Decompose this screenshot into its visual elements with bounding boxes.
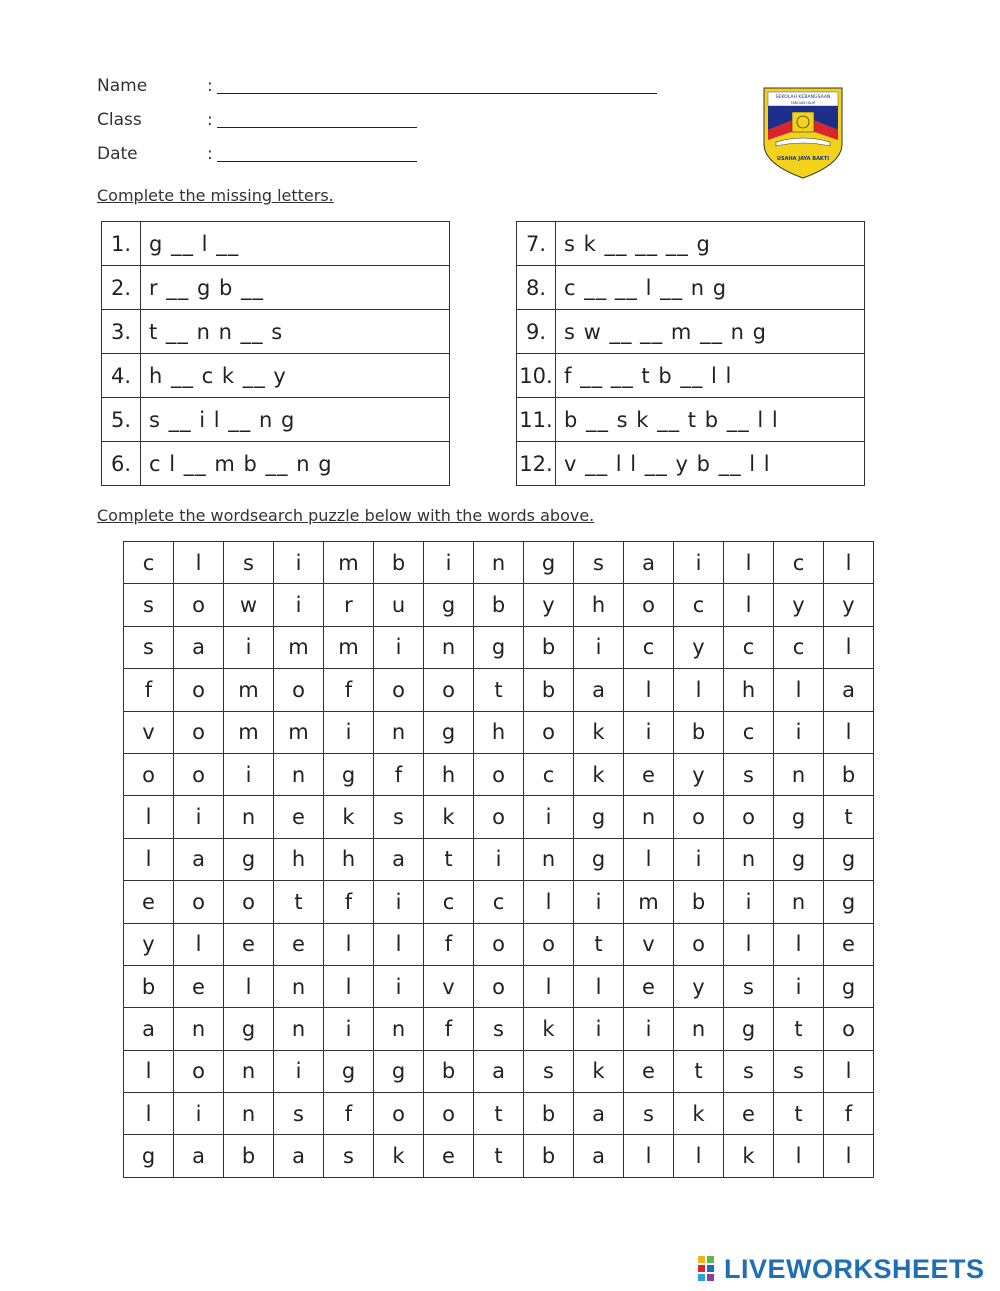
puzzle-cell[interactable]: e [824, 923, 874, 965]
missing-letters-row [517, 398, 865, 442]
puzzle-cell[interactable]: l [824, 711, 874, 753]
missing-letters-word[interactable]: s w __ __ m __ n g [556, 310, 865, 354]
puzzle-cell[interactable]: k [374, 1135, 424, 1177]
puzzle-cell[interactable]: o [174, 881, 224, 923]
puzzle-cell[interactable]: g [424, 711, 474, 753]
puzzle-cell[interactable]: g [524, 542, 574, 584]
puzzle-cell[interactable]: i [174, 1093, 224, 1135]
puzzle-cell[interactable]: r [324, 584, 374, 626]
puzzle-row [124, 1093, 874, 1135]
puzzle-row [124, 881, 874, 923]
missing-letters-word[interactable]: g __ l __ [141, 222, 450, 266]
missing-letters-word[interactable]: v __ l l __ y b __ l l [556, 442, 865, 486]
missing-letters-table-right [516, 221, 865, 486]
puzzle-cell[interactable]: t [274, 881, 324, 923]
puzzle-cell[interactable]: v [424, 965, 474, 1007]
puzzle-cell[interactable]: o [174, 753, 224, 795]
puzzle-cell[interactable]: e [274, 923, 324, 965]
puzzle-cell[interactable]: i [274, 542, 324, 584]
puzzle-cell[interactable]: o [474, 923, 524, 965]
missing-letters-row [517, 354, 865, 398]
puzzle-cell[interactable]: a [824, 669, 874, 711]
missing-letters-row [102, 266, 450, 310]
puzzle-cell[interactable]: s [374, 796, 424, 838]
puzzle-cell[interactable]: t [474, 669, 524, 711]
puzzle-cell[interactable]: i [174, 796, 224, 838]
puzzle-cell[interactable]: l [824, 626, 874, 668]
missing-letters-row [102, 222, 450, 266]
puzzle-cell[interactable]: i [374, 965, 424, 1007]
puzzle-cell[interactable]: k [674, 1093, 724, 1135]
puzzle-cell[interactable]: f [424, 1008, 474, 1050]
puzzle-cell[interactable]: l [224, 965, 274, 1007]
puzzle-row [124, 1135, 874, 1177]
puzzle-cell[interactable]: o [274, 669, 324, 711]
puzzle-cell[interactable]: o [674, 923, 724, 965]
puzzle-cell[interactable]: g [724, 1008, 774, 1050]
logo-sub-text: TARUAN HILIR [790, 101, 816, 105]
question-number: 6. [102, 442, 141, 486]
puzzle-cell[interactable]: n [374, 711, 424, 753]
puzzle-cell[interactable]: l [124, 1093, 174, 1135]
puzzle-cell[interactable]: l [174, 542, 224, 584]
puzzle-cell[interactable]: n [624, 796, 674, 838]
puzzle-cell[interactable]: f [824, 1093, 874, 1135]
puzzle-row [124, 1008, 874, 1050]
liveworksheets-brand [697, 1254, 985, 1284]
puzzle-cell[interactable]: g [824, 838, 874, 880]
puzzle-cell[interactable]: f [324, 669, 374, 711]
puzzle-cell[interactable]: k [574, 711, 624, 753]
date-colon: : [207, 144, 213, 164]
question-number: 3. [102, 310, 141, 354]
puzzle-cell[interactable]: f [324, 1093, 374, 1135]
puzzle-cell[interactable]: l [624, 838, 674, 880]
puzzle-cell[interactable]: i [424, 542, 474, 584]
puzzle-cell[interactable]: e [724, 1093, 774, 1135]
puzzle-cell[interactable]: o [474, 796, 524, 838]
puzzle-cell[interactable]: o [524, 711, 574, 753]
puzzle-cell[interactable]: l [574, 965, 624, 1007]
puzzle-cell[interactable]: t [574, 923, 624, 965]
missing-letters-row [517, 266, 865, 310]
puzzle-cell[interactable]: s [124, 626, 174, 668]
puzzle-cell[interactable]: l [124, 1050, 174, 1092]
puzzle-cell[interactable]: o [374, 669, 424, 711]
puzzle-cell[interactable]: b [424, 1050, 474, 1092]
class-input-line[interactable] [217, 127, 417, 128]
puzzle-cell[interactable]: y [774, 584, 824, 626]
missing-letters-word[interactable]: r __ g b __ [141, 266, 450, 310]
puzzle-cell[interactable]: i [724, 881, 774, 923]
puzzle-cell[interactable]: s [724, 965, 774, 1007]
puzzle-cell[interactable]: v [624, 923, 674, 965]
puzzle-cell[interactable]: h [424, 753, 474, 795]
puzzle-cell[interactable]: i [624, 1008, 674, 1050]
puzzle-row [124, 626, 874, 668]
puzzle-cell[interactable]: n [374, 1008, 424, 1050]
puzzle-cell[interactable]: b [524, 1093, 574, 1135]
puzzle-cell[interactable]: e [624, 1050, 674, 1092]
puzzle-cell[interactable]: g [374, 1050, 424, 1092]
missing-letters-word[interactable]: h __ c k __ y [141, 354, 450, 398]
puzzle-cell[interactable]: l [724, 542, 774, 584]
puzzle-cell[interactable]: i [774, 965, 824, 1007]
puzzle-cell[interactable]: l [124, 796, 174, 838]
liveworksheets-logo-icon [697, 1254, 723, 1284]
puzzle-cell[interactable]: o [474, 965, 524, 1007]
brand-text: LIVEWORKSHEETS [724, 1253, 985, 1284]
puzzle-cell[interactable]: f [324, 881, 374, 923]
missing-letters-row [102, 310, 450, 354]
puzzle-cell[interactable]: k [524, 1008, 574, 1050]
puzzle-cell[interactable]: l [624, 669, 674, 711]
puzzle-cell[interactable]: k [424, 796, 474, 838]
puzzle-cell[interactable]: e [424, 1135, 474, 1177]
puzzle-cell[interactable]: s [574, 542, 624, 584]
puzzle-cell[interactable]: u [374, 584, 424, 626]
puzzle-cell[interactable]: g [824, 965, 874, 1007]
puzzle-cell[interactable]: i [624, 711, 674, 753]
puzzle-cell[interactable]: a [574, 669, 624, 711]
puzzle-cell[interactable]: i [374, 626, 424, 668]
puzzle-cell[interactable]: k [724, 1135, 774, 1177]
puzzle-cell[interactable]: c [524, 753, 574, 795]
puzzle-cell[interactable]: e [174, 965, 224, 1007]
puzzle-cell[interactable]: e [624, 753, 674, 795]
puzzle-cell[interactable]: g [824, 881, 874, 923]
missing-letters-word[interactable]: s k __ __ __ g [556, 222, 865, 266]
puzzle-row [124, 796, 874, 838]
puzzle-cell[interactable]: n [274, 1008, 324, 1050]
puzzle-row [124, 711, 874, 753]
puzzle-cell[interactable]: s [224, 542, 274, 584]
puzzle-cell[interactable]: i [774, 711, 824, 753]
puzzle-cell[interactable]: l [524, 881, 574, 923]
missing-letters-row [517, 310, 865, 354]
missing-letters-row [102, 398, 450, 442]
puzzle-cell[interactable]: f [424, 923, 474, 965]
puzzle-cell[interactable]: g [774, 796, 824, 838]
puzzle-cell[interactable]: s [324, 1135, 374, 1177]
puzzle-cell[interactable]: l [824, 1135, 874, 1177]
puzzle-cell[interactable]: b [224, 1135, 274, 1177]
puzzle-cell[interactable]: n [474, 542, 524, 584]
class-colon: : [207, 110, 213, 130]
puzzle-cell[interactable]: l [374, 923, 424, 965]
date-input-line[interactable] [217, 161, 417, 162]
puzzle-cell[interactable]: e [624, 965, 674, 1007]
puzzle-cell[interactable]: n [224, 796, 274, 838]
puzzle-cell[interactable]: h [724, 669, 774, 711]
puzzle-cell[interactable]: b [674, 711, 724, 753]
puzzle-cell[interactable]: e [274, 796, 324, 838]
puzzle-cell[interactable]: i [524, 796, 574, 838]
puzzle-cell[interactable]: y [824, 584, 874, 626]
puzzle-cell[interactable]: n [224, 1050, 274, 1092]
puzzle-cell[interactable]: k [574, 1050, 624, 1092]
puzzle-cell[interactable]: c [724, 711, 774, 753]
puzzle-cell[interactable]: i [574, 626, 624, 668]
puzzle-cell[interactable]: b [374, 542, 424, 584]
puzzle-cell[interactable]: y [524, 584, 574, 626]
date-label: Date [97, 144, 138, 164]
puzzle-cell[interactable]: k [324, 796, 374, 838]
puzzle-cell[interactable]: b [524, 1135, 574, 1177]
puzzle-cell[interactable]: a [574, 1135, 624, 1177]
puzzle-cell[interactable]: a [574, 1093, 624, 1135]
puzzle-cell[interactable]: n [724, 838, 774, 880]
missing-letters-row [517, 222, 865, 266]
puzzle-cell[interactable]: t [474, 1093, 524, 1135]
puzzle-cell[interactable]: o [224, 881, 274, 923]
puzzle-cell[interactable]: t [424, 838, 474, 880]
puzzle-cell[interactable]: g [224, 1008, 274, 1050]
puzzle-cell[interactable]: c [674, 584, 724, 626]
puzzle-cell[interactable]: w [224, 584, 274, 626]
question-number: 10. [517, 354, 556, 398]
question-number: 11. [517, 398, 556, 442]
question-number: 7. [517, 222, 556, 266]
puzzle-cell[interactable]: s [624, 1093, 674, 1135]
puzzle-cell[interactable]: t [674, 1050, 724, 1092]
puzzle-row [124, 753, 874, 795]
missing-letters-row [102, 354, 450, 398]
puzzle-cell[interactable]: m [324, 542, 374, 584]
puzzle-cell[interactable]: i [674, 838, 724, 880]
question-number: 4. [102, 354, 141, 398]
puzzle-cell[interactable]: m [324, 626, 374, 668]
missing-letters-word[interactable]: c l __ m b __ n g [141, 442, 450, 486]
puzzle-cell[interactable]: o [724, 796, 774, 838]
puzzle-cell[interactable]: o [174, 711, 224, 753]
puzzle-cell[interactable]: b [524, 626, 574, 668]
puzzle-cell[interactable]: s [474, 1008, 524, 1050]
puzzle-cell[interactable]: n [224, 1093, 274, 1135]
missing-letters-word[interactable]: t __ n n __ s [141, 310, 450, 354]
puzzle-cell[interactable]: f [124, 669, 174, 711]
puzzle-cell[interactable]: l [774, 669, 824, 711]
missing-letters-table-left [101, 221, 450, 486]
puzzle-cell[interactable]: c [624, 626, 674, 668]
puzzle-cell[interactable]: l [774, 923, 824, 965]
puzzle-cell[interactable]: n [274, 753, 324, 795]
puzzle-row [124, 584, 874, 626]
puzzle-cell[interactable]: a [274, 1135, 324, 1177]
puzzle-cell[interactable]: h [324, 838, 374, 880]
puzzle-cell[interactable]: g [574, 838, 624, 880]
question-number: 8. [517, 266, 556, 310]
puzzle-cell[interactable]: t [474, 1135, 524, 1177]
puzzle-cell[interactable]: l [824, 1050, 874, 1092]
puzzle-cell[interactable]: c [424, 881, 474, 923]
puzzle-cell[interactable]: a [624, 542, 674, 584]
puzzle-row [124, 542, 874, 584]
puzzle-cell[interactable]: s [124, 584, 174, 626]
puzzle-cell[interactable]: a [474, 1050, 524, 1092]
logo-top-text: SEKOLAH KEBANGSAAN [775, 95, 831, 100]
puzzle-cell[interactable]: l [674, 1135, 724, 1177]
puzzle-cell[interactable]: l [174, 923, 224, 965]
puzzle-row [124, 838, 874, 880]
puzzle-cell[interactable]: m [274, 626, 324, 668]
missing-letters-word[interactable]: f __ __ t b __ l l [556, 354, 865, 398]
puzzle-cell[interactable]: a [374, 838, 424, 880]
missing-letters-word[interactable]: s __ i l __ n g [141, 398, 450, 442]
puzzle-cell[interactable]: c [124, 542, 174, 584]
puzzle-cell[interactable]: o [174, 669, 224, 711]
name-label: Name [97, 76, 148, 96]
puzzle-cell[interactable]: a [124, 1008, 174, 1050]
puzzle-cell[interactable]: a [174, 626, 224, 668]
puzzle-cell[interactable]: g [424, 584, 474, 626]
puzzle-cell[interactable]: i [374, 881, 424, 923]
puzzle-cell[interactable]: y [674, 626, 724, 668]
puzzle-cell[interactable]: i [274, 584, 324, 626]
puzzle-cell[interactable]: a [174, 1135, 224, 1177]
puzzle-cell[interactable]: l [824, 542, 874, 584]
puzzle-cell[interactable]: l [324, 965, 374, 1007]
puzzle-cell[interactable]: b [674, 881, 724, 923]
puzzle-cell[interactable]: g [774, 838, 824, 880]
puzzle-cell[interactable]: l [124, 838, 174, 880]
puzzle-cell[interactable]: i [474, 838, 524, 880]
puzzle-cell[interactable]: b [474, 584, 524, 626]
puzzle-cell[interactable]: t [774, 1008, 824, 1050]
puzzle-cell[interactable]: t [774, 1093, 824, 1135]
puzzle-cell[interactable]: h [574, 584, 624, 626]
puzzle-cell[interactable]: o [124, 753, 174, 795]
puzzle-cell[interactable]: n [674, 1008, 724, 1050]
puzzle-cell[interactable]: b [824, 753, 874, 795]
puzzle-cell[interactable]: e [224, 923, 274, 965]
class-label: Class [97, 110, 142, 130]
puzzle-cell[interactable]: i [224, 626, 274, 668]
puzzle-cell[interactable]: y [674, 965, 724, 1007]
puzzle-cell[interactable]: l [724, 923, 774, 965]
puzzle-cell[interactable]: i [674, 542, 724, 584]
wordsearch-instruction: Complete the wordsearch puzzle below with the words above. [97, 506, 595, 525]
puzzle-cell[interactable]: l [524, 965, 574, 1007]
puzzle-cell[interactable]: o [374, 1093, 424, 1135]
puzzle-cell[interactable]: h [274, 838, 324, 880]
puzzle-cell[interactable]: c [774, 626, 824, 668]
puzzle-cell[interactable]: s [724, 1050, 774, 1092]
puzzle-cell[interactable]: g [574, 796, 624, 838]
puzzle-cell[interactable]: s [724, 753, 774, 795]
puzzle-cell[interactable]: y [674, 753, 724, 795]
puzzle-cell[interactable]: m [624, 881, 674, 923]
puzzle-cell[interactable]: s [524, 1050, 574, 1092]
puzzle-cell[interactable]: g [324, 1050, 374, 1092]
puzzle-cell[interactable]: o [424, 669, 474, 711]
missing-letters-word[interactable]: b __ s k __ t b __ l l [556, 398, 865, 442]
puzzle-cell[interactable]: e [124, 881, 174, 923]
puzzle-cell[interactable]: n [774, 753, 824, 795]
puzzle-cell[interactable]: c [774, 542, 824, 584]
puzzle-cell[interactable]: k [574, 753, 624, 795]
question-number: 5. [102, 398, 141, 442]
puzzle-cell[interactable]: t [824, 796, 874, 838]
question-number: 9. [517, 310, 556, 354]
question-number: 12. [517, 442, 556, 486]
puzzle-cell[interactable]: n [424, 626, 474, 668]
puzzle-cell[interactable]: g [324, 753, 374, 795]
puzzle-cell[interactable]: l [774, 1135, 824, 1177]
puzzle-cell[interactable]: i [574, 881, 624, 923]
puzzle-cell[interactable]: i [224, 753, 274, 795]
puzzle-cell[interactable]: i [574, 1008, 624, 1050]
puzzle-row [124, 669, 874, 711]
question-number: 1. [102, 222, 141, 266]
puzzle-cell[interactable]: s [774, 1050, 824, 1092]
puzzle-cell[interactable]: f [374, 753, 424, 795]
puzzle-cell[interactable]: m [274, 711, 324, 753]
puzzle-cell[interactable]: o [524, 923, 574, 965]
puzzle-cell[interactable]: i [324, 1008, 374, 1050]
missing-letters-instruction: Complete the missing letters. [97, 186, 334, 205]
puzzle-row [124, 1050, 874, 1092]
puzzle-cell[interactable]: v [124, 711, 174, 753]
missing-letters-row [102, 442, 450, 486]
puzzle-cell[interactable]: o [474, 753, 524, 795]
puzzle-cell[interactable]: n [524, 838, 574, 880]
puzzle-cell[interactable]: o [174, 584, 224, 626]
missing-letters-word[interactable]: c __ __ l __ n g [556, 266, 865, 310]
school-logo [762, 86, 844, 180]
logo-motto: USAHA JAYA BAKTI [776, 156, 830, 162]
puzzle-cell[interactable]: l [624, 1135, 674, 1177]
puzzle-cell[interactable]: h [474, 711, 524, 753]
puzzle-cell[interactable]: l [324, 923, 374, 965]
puzzle-cell[interactable]: n [274, 965, 324, 1007]
puzzle-cell[interactable]: b [124, 965, 174, 1007]
puzzle-cell[interactable]: i [324, 711, 374, 753]
question-number: 2. [102, 266, 141, 310]
puzzle-cell[interactable]: g [224, 838, 274, 880]
puzzle-row [124, 965, 874, 1007]
missing-letters-row [517, 442, 865, 486]
puzzle-cell[interactable]: g [124, 1135, 174, 1177]
puzzle-cell[interactable]: o [624, 584, 674, 626]
puzzle-cell[interactable]: g [474, 626, 524, 668]
puzzle-cell[interactable]: n [774, 881, 824, 923]
name-colon: : [207, 76, 213, 96]
puzzle-cell[interactable]: l [674, 669, 724, 711]
puzzle-cell[interactable]: l [724, 584, 774, 626]
puzzle-cell[interactable]: n [174, 1008, 224, 1050]
puzzle-cell[interactable]: c [474, 881, 524, 923]
puzzle-cell[interactable]: o [424, 1093, 474, 1135]
puzzle-cell[interactable]: m [224, 711, 274, 753]
puzzle-cell[interactable]: a [174, 838, 224, 880]
puzzle-cell[interactable]: c [724, 626, 774, 668]
puzzle-cell[interactable]: y [124, 923, 174, 965]
puzzle-cell[interactable]: o [824, 1008, 874, 1050]
puzzle-row [124, 923, 874, 965]
puzzle-cell[interactable]: i [274, 1050, 324, 1092]
puzzle-cell[interactable]: m [224, 669, 274, 711]
wordsearch-grid [123, 541, 874, 1178]
puzzle-cell[interactable]: o [174, 1050, 224, 1092]
name-input-line[interactable] [217, 93, 657, 94]
puzzle-cell[interactable]: s [274, 1093, 324, 1135]
puzzle-cell[interactable]: b [524, 669, 574, 711]
puzzle-cell[interactable]: o [674, 796, 724, 838]
